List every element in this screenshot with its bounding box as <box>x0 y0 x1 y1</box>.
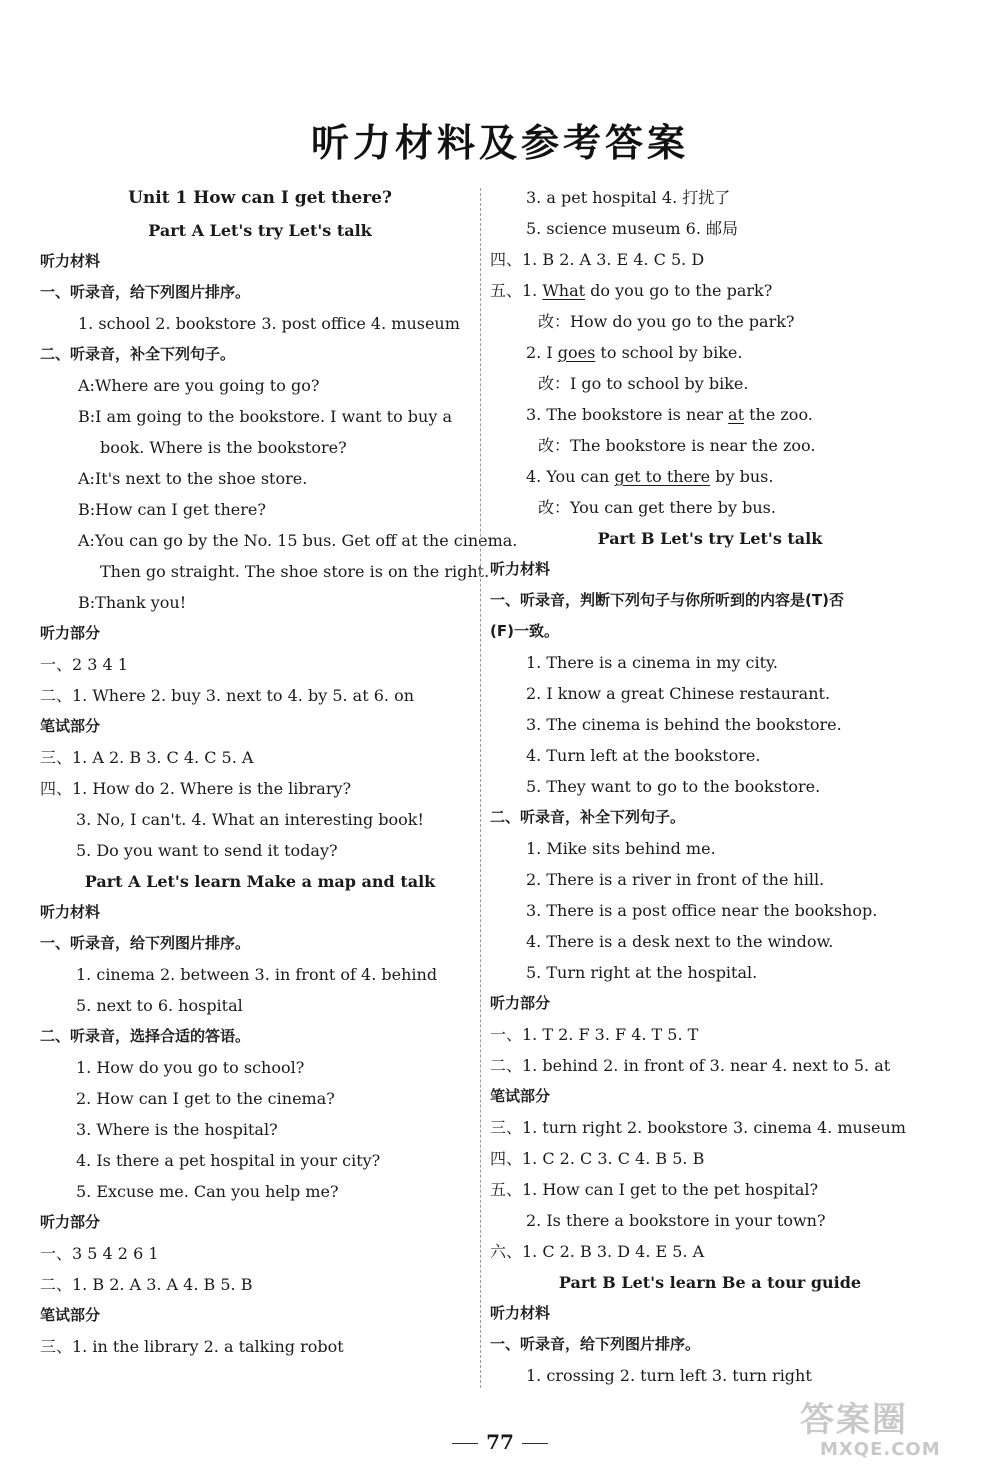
content-line: 3. No, I can't. 4. What an interesting book! <box>76 810 424 829</box>
section-label: 听力部分 <box>40 1213 101 1231</box>
content-line: 5. science museum 6. 邮局 <box>526 219 739 238</box>
task-heading: 二、听录音，补全下列句子。 <box>40 345 236 363</box>
watermark-site: MXQE.COM <box>820 1439 941 1460</box>
content-line <box>490 399 930 430</box>
task-heading: 二、听录音，补全下列句子。 <box>490 808 686 826</box>
content-line: 5. They want to go to the bookstore. <box>526 777 821 796</box>
content-line: 3. Where is the hospital? <box>76 1120 278 1139</box>
content-line: 改：The bookstore is near the zoo. <box>538 436 816 455</box>
unit-heading: Unit 1 How can I get there? <box>128 188 392 208</box>
content-line: A:You can go by the No. 15 bus. Get off at the cinema. <box>78 531 518 550</box>
content-line <box>490 461 930 492</box>
content-line: 5. Turn right at the hospital. <box>526 963 758 982</box>
section-label: 笔试部分 <box>40 717 101 735</box>
content-line: B:Thank you! <box>78 593 187 612</box>
content-line: 4. Turn left at the bookstore. <box>526 746 761 765</box>
part-heading: Part A Let's learn Make a map and talk <box>84 872 436 891</box>
content-line: 2. I know a great Chinese restaurant. <box>526 684 831 703</box>
task-heading: 一、听录音，给下列图片排序。 <box>490 1335 701 1353</box>
text-segment: 2. I <box>526 343 558 362</box>
content-line <box>490 337 930 368</box>
answer-line <box>490 275 930 306</box>
content-line: 4. Is there a pet hospital in your city? <box>76 1151 381 1170</box>
content-line: B:I am going to the bookstore. I want to buy a <box>78 407 452 426</box>
content-line: Then go straight. The shoe store is on the right. <box>100 562 490 581</box>
content-line: 改：You can get there by bus. <box>538 498 776 517</box>
underlined-error: What <box>542 281 586 300</box>
task-heading: 二、听录音，选择合适的答语。 <box>40 1027 251 1045</box>
answer-line: 三、1. A 2. B 3. C 4. C 5. A <box>40 748 254 767</box>
text-segment: to school by bike. <box>595 343 743 362</box>
content-line: 2. Is there a bookstore in your town? <box>526 1211 826 1230</box>
section-label: 笔试部分 <box>490 1087 551 1105</box>
content-line: book. Where is the bookstore? <box>100 438 347 457</box>
section-label: 听力材料 <box>490 1304 551 1322</box>
section-label: 听力材料 <box>40 252 101 270</box>
answer-line: 一、1. T 2. F 3. F 4. T 5. T <box>490 1025 699 1044</box>
content-line: 5. next to 6. hospital <box>76 996 243 1015</box>
task-heading: 一、听录音，给下列图片排序。 <box>40 283 251 301</box>
answer-line: 四、1. C 2. C 3. C 4. B 5. B <box>490 1149 705 1168</box>
answer-line: 二、1. behind 2. in front of 3. near 4. next to 5. at <box>490 1056 891 1075</box>
content-line: 4. There is a desk next to the window. <box>526 932 834 951</box>
content-line: 3. a pet hospital 4. 打扰了 <box>526 188 731 207</box>
text-segment: 4. You can <box>526 467 615 486</box>
part-heading: Part B Let's learn Be a tour guide <box>558 1273 862 1292</box>
content-line: 1. How do you go to school? <box>76 1058 305 1077</box>
right-column <box>490 182 930 1391</box>
content-line: 1. There is a cinema in my city. <box>526 653 778 672</box>
content-line: 2. There is a river in front of the hill. <box>526 870 825 889</box>
underlined-error: at <box>728 405 744 424</box>
watermark-logo: 答案圈 <box>800 1400 908 1440</box>
content-line: 改：I go to school by bike. <box>538 374 749 393</box>
answer-line: 一、3 5 4 2 6 1 <box>40 1244 159 1263</box>
content-line: 1. cinema 2. between 3. in front of 4. behind <box>76 965 438 984</box>
watermark <box>800 1400 980 1460</box>
task-heading: 一、听录音，给下列图片排序。 <box>40 934 251 952</box>
task-heading: (F)一致。 <box>490 622 559 640</box>
content-line: 5. Excuse me. Can you help me? <box>76 1182 339 1201</box>
content-line: A:Where are you going to go? <box>78 376 320 395</box>
text-segment: 3. The bookstore is near <box>526 405 729 424</box>
content-line: 1. crossing 2. turn left 3. turn right <box>526 1366 812 1385</box>
page-number-text: 77 <box>486 1430 514 1454</box>
part-heading: Part A Let's try Let's talk <box>148 221 372 240</box>
page-title: 听力材料及参考答案 <box>310 121 689 165</box>
part-heading: Part B Let's try Let's talk <box>597 529 823 548</box>
content-line: 1. school 2. bookstore 3. post office 4. museum <box>78 314 460 333</box>
answer-line: 六、1. C 2. B 3. D 4. E 5. A <box>490 1242 705 1261</box>
content-line: A:It's next to the shoe store. <box>78 469 308 488</box>
section-label: 听力部分 <box>40 624 101 642</box>
content-line: 3. The cinema is behind the bookstore. <box>526 715 842 734</box>
text-segment: by bus. <box>710 467 774 486</box>
underlined-error: goes <box>557 343 596 362</box>
column-divider <box>480 188 481 1388</box>
content-line: 1. Mike sits behind me. <box>526 839 716 858</box>
content-line: 3. There is a post office near the bookshop. <box>526 901 878 920</box>
answer-line: 二、1. B 2. A 3. A 4. B 5. B <box>40 1275 253 1294</box>
answer-line: 五、1. How can I get to the pet hospital? <box>490 1180 819 1199</box>
section-label: 听力材料 <box>40 903 101 921</box>
content-line: B:How can I get there? <box>78 500 266 519</box>
text-segment: the zoo. <box>744 405 813 424</box>
content-line: 5. Do you want to send it today? <box>76 841 338 860</box>
answer-line: 二、1. Where 2. buy 3. next to 4. by 5. at 6. on <box>40 686 415 705</box>
section-label: 听力部分 <box>490 994 551 1012</box>
answer-line: 三、1. turn right 2. bookstore 3. cinema 4. museum <box>490 1118 906 1137</box>
answer-line: 四、1. B 2. A 3. E 4. C 5. D <box>490 250 705 269</box>
text-segment: 五、1. <box>490 281 543 300</box>
answer-line: 三、1. in the library 2. a talking robot <box>40 1337 344 1356</box>
answer-line: 四、1. How do 2. Where is the library? <box>40 779 352 798</box>
answer-line: 一、2 3 4 1 <box>40 655 128 674</box>
content-line: 改：How do you go to the park? <box>538 312 795 331</box>
underlined-error: get to there <box>614 467 711 486</box>
task-heading: 一、听录音，判断下列句子与你所听到的内容是(T)否 <box>490 591 844 609</box>
section-label: 笔试部分 <box>40 1306 101 1324</box>
text-segment: do you go to the park? <box>585 281 773 300</box>
section-label: 听力材料 <box>490 560 551 578</box>
content-line: 2. How can I get to the cinema? <box>76 1089 335 1108</box>
